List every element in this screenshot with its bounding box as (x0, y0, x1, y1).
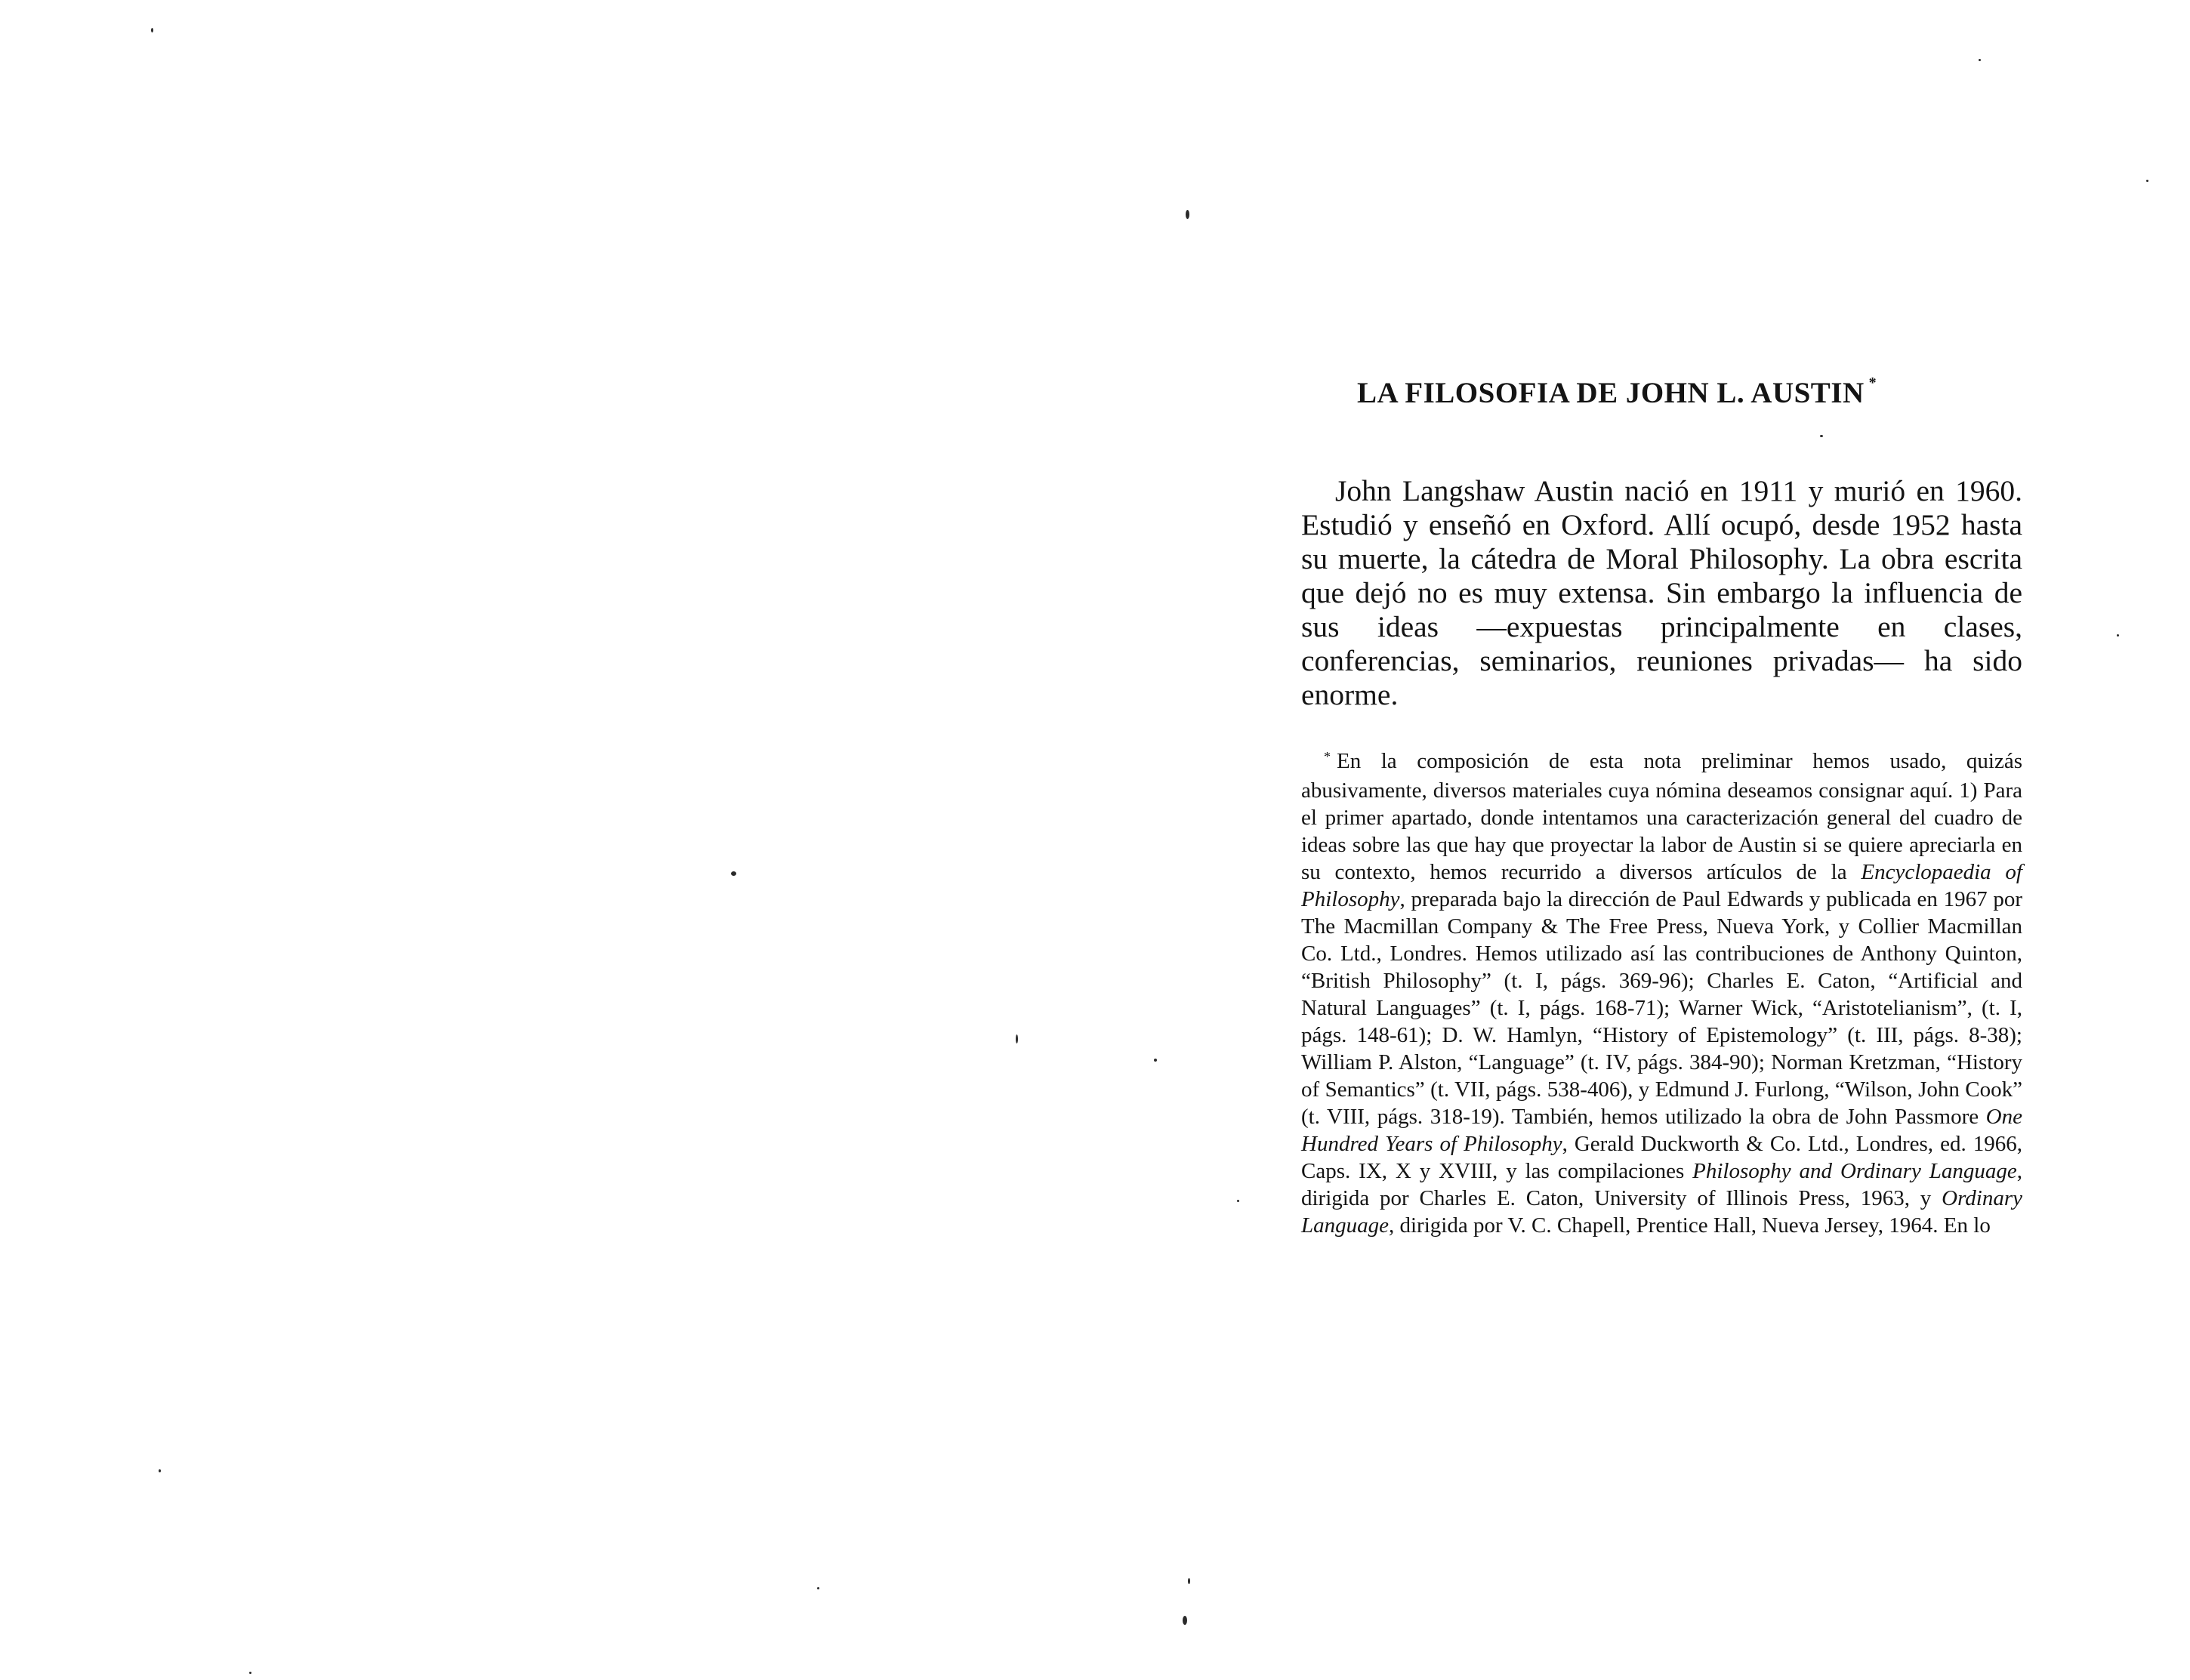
scan-speck (1154, 1059, 1157, 1062)
chapter-title (1357, 375, 1877, 410)
scan-speck (1820, 435, 1823, 437)
chapter-title-text: LA FILOSOFIA DE JOHN L. AUSTIN (1357, 377, 1865, 409)
footnote-title-ordinary-language: Ordinary Language (1301, 1186, 2022, 1238)
scan-speck (1183, 1616, 1187, 1625)
scan-speck (731, 871, 736, 876)
footnote-text-2: , preparada bajo la dirección de Paul Edwards y publicada en 1967 por The Macmillan Company & The Free Press, Nueva York, y Collier Macmillan Co. Ltd., Londres. Hemos utilizado así las contribuciones de Anthony Quinton, “British Philosophy” (t. I, págs. 369-96); Charles E. Caton, “Artificial and Natural Languages” (t. I, págs. 168-71); Warner Wick, “Aristotelianism”, (t. I, págs. 148-61); D. W. Hamlyn, “History of Epistemology” (t. III, págs. 8-38); William P. Alston, “Language” (t. IV, págs. 384-90); Norman Kretzman, “History of Semantics” (t. VII, págs. 538-406), y Edmund J. Furlong, “Wilson, John Cook” (t. VIII, págs. 318-19). También, hemos utilizado la obra de John Passmore (1301, 887, 2022, 1129)
footnote (1301, 748, 2022, 1239)
scan-speck (817, 1587, 819, 1589)
scan-speck (1186, 210, 1189, 219)
scan-speck (2117, 634, 2119, 637)
scan-speck (2146, 180, 2148, 182)
scan-speck (249, 1672, 251, 1674)
footnote-title-one-hundred-years: One Hundred Years of Philosophy (1301, 1105, 2022, 1156)
scan-speck (159, 1469, 161, 1472)
body-paragraph: John Langshaw Austin nació en 1911 y murió en 1960. Estudió y enseñó en Oxford. Allí ocupó, desde 1952 hasta su muerte, la cátedra de Moral Philosophy. La obra escrita que dejó no es muy extensa. Sin embargo la influencia de sus ideas —expuestas principalmente en clases, conferencias, seminarios, reuniones privadas— ha sido enorme. (1301, 474, 2022, 711)
scan-speck (1016, 1034, 1018, 1043)
scan-speck (151, 28, 153, 32)
title-footnote-marker: * (1868, 375, 1877, 391)
footnote-title-encyclopaedia: Encyclopaedia of Philosophy (1301, 860, 2022, 911)
footnote-marker: * (1324, 749, 1331, 764)
footnote-text-1: En la composición de esta nota preliminar hemos usado, quizás abusivamente, diversos materiales cuya nómina deseamos consignar aquí. 1) Para el primer apartado, donde intentamos una caracterización general del cuadro de ideas sobre las que hay que proyectar la labor de Austin si se quiere apreciarla en su contexto, hemos recurrido a diversos artículos de la (1301, 749, 2022, 884)
footnote-text-5: , dirigida por V. C. Chapell, Prentice Hall, Nueva Jersey, 1964. En lo (1389, 1213, 1991, 1238)
scan-speck (1188, 1578, 1190, 1584)
footnote-title-philosophy-ordinary-language: Philosophy and Ordinary Language (1692, 1159, 2017, 1183)
footnote-text-4: , dirigida por Charles E. Caton, University of Illinois Press, 1963, y (1301, 1159, 2022, 1210)
scan-speck (1237, 1200, 1239, 1202)
footnote-text-3: , Gerald Duckworth & Co. Ltd., Londres, ed. 1966, Caps. IX, X y XVIII, y las compilaciones (1301, 1132, 2022, 1183)
scan-speck (1979, 59, 1981, 61)
